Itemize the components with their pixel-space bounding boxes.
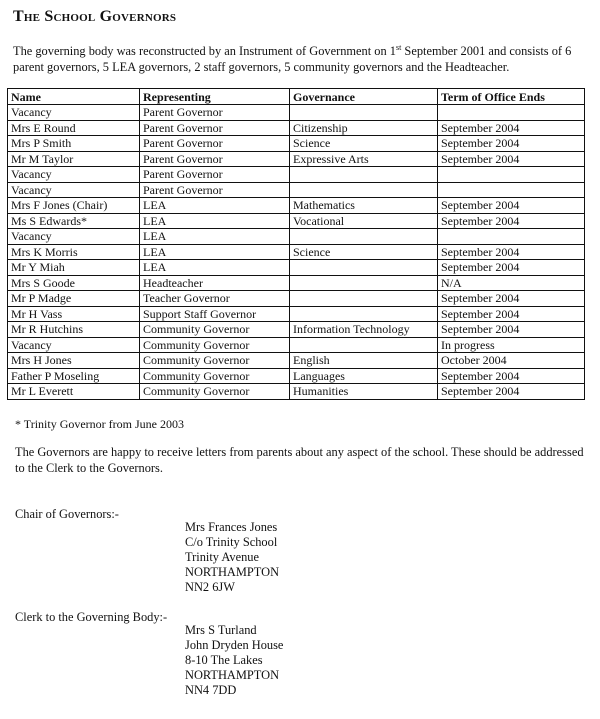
intro-text-end: September 2001 and consists of 6 parent governors, 5 LEA governors, 2 staff governors, 5 community governors and the Headteacher. bbox=[13, 44, 572, 74]
cell-name: Vacancy bbox=[8, 337, 140, 353]
clerk-address-line: NN4 7DD bbox=[185, 683, 237, 697]
cell-governance: Humanities bbox=[290, 384, 438, 400]
table-header-row bbox=[8, 89, 585, 105]
chair-address-line: C/o Trinity School bbox=[185, 535, 278, 549]
cell-governance: Vocational bbox=[290, 213, 438, 229]
cell-name: Mr Y Miah bbox=[8, 260, 140, 276]
table-row bbox=[8, 105, 585, 121]
clerk-address-line: NORTHAMPTON bbox=[185, 668, 280, 682]
cell-term-ends: September 2004 bbox=[438, 291, 585, 307]
cell-name: Vacancy bbox=[8, 105, 140, 121]
cell-name: Mrs F Jones (Chair) bbox=[8, 198, 140, 214]
cell-representing: LEA bbox=[140, 244, 290, 260]
cell-representing: Community Governor bbox=[140, 368, 290, 384]
header-governance: Governance bbox=[290, 89, 438, 105]
cell-governance: Languages bbox=[290, 368, 438, 384]
cell-name: Vacancy bbox=[8, 167, 140, 183]
cell-term-ends: September 2004 bbox=[438, 260, 585, 276]
cell-governance bbox=[290, 337, 438, 353]
clerk-address-line: John Dryden House bbox=[185, 638, 284, 652]
cell-term-ends: September 2004 bbox=[438, 306, 585, 322]
cell-term-ends: September 2004 bbox=[438, 384, 585, 400]
cell-term-ends: September 2004 bbox=[438, 322, 585, 338]
table-row bbox=[8, 322, 585, 338]
cell-name: Mr P Madge bbox=[8, 291, 140, 307]
cell-representing: Parent Governor bbox=[140, 151, 290, 167]
cell-governance: Science bbox=[290, 244, 438, 260]
cell-representing: LEA bbox=[140, 260, 290, 276]
cell-name: Father P Moseling bbox=[8, 368, 140, 384]
cell-governance: Expressive Arts bbox=[290, 151, 438, 167]
cell-representing: Community Governor bbox=[140, 384, 290, 400]
cell-term-ends bbox=[438, 167, 585, 183]
table-row bbox=[8, 291, 585, 307]
cell-name: Mr L Everett bbox=[8, 384, 140, 400]
cell-governance: Mathematics bbox=[290, 198, 438, 214]
header-name: Name bbox=[8, 89, 140, 105]
table-row bbox=[8, 120, 585, 136]
cell-governance bbox=[290, 275, 438, 291]
cell-governance: Information Technology bbox=[290, 322, 438, 338]
cell-name: Ms S Edwards* bbox=[8, 213, 140, 229]
table-row bbox=[8, 275, 585, 291]
cell-term-ends: September 2004 bbox=[438, 198, 585, 214]
page-title: The School Governors bbox=[13, 8, 177, 25]
cell-representing: Community Governor bbox=[140, 353, 290, 369]
cell-governance bbox=[290, 260, 438, 276]
header-representing: Representing bbox=[140, 89, 290, 105]
cell-governance bbox=[290, 229, 438, 245]
cell-term-ends: September 2004 bbox=[438, 244, 585, 260]
clerk-address bbox=[185, 623, 283, 698]
cell-representing: Teacher Governor bbox=[140, 291, 290, 307]
cell-term-ends: September 2004 bbox=[438, 136, 585, 152]
cell-governance bbox=[290, 291, 438, 307]
chair-address-line: Trinity Avenue bbox=[185, 550, 260, 564]
cell-representing: Headteacher bbox=[140, 275, 290, 291]
table-row bbox=[8, 260, 585, 276]
table-row bbox=[8, 306, 585, 322]
cell-term-ends: September 2004 bbox=[438, 151, 585, 167]
cell-governance bbox=[290, 167, 438, 183]
table-row bbox=[8, 337, 585, 353]
clerk-address-line: 8-10 The Lakes bbox=[185, 653, 263, 667]
cell-name: Vacancy bbox=[8, 229, 140, 245]
footnote: * Trinity Governor from June 2003 bbox=[15, 417, 184, 431]
cell-term-ends bbox=[438, 182, 585, 198]
cell-representing: LEA bbox=[140, 213, 290, 229]
cell-governance bbox=[290, 306, 438, 322]
cell-representing: LEA bbox=[140, 229, 290, 245]
cell-governance: Citizenship bbox=[290, 120, 438, 136]
intro-superscript: st bbox=[395, 42, 402, 52]
cell-name: Mr M Taylor bbox=[8, 151, 140, 167]
table-row bbox=[8, 182, 585, 198]
cell-governance bbox=[290, 182, 438, 198]
intro-text-start: The governing body was reconstructed by an Instrument of Government on 1 bbox=[13, 44, 396, 58]
cell-term-ends: September 2004 bbox=[438, 120, 585, 136]
header-term-ends: Term of Office Ends bbox=[438, 89, 585, 105]
table-row bbox=[8, 368, 585, 384]
clerk-address-line: Mrs S Turland bbox=[185, 623, 257, 637]
chair-address-line: Mrs Frances Jones bbox=[185, 520, 278, 534]
letters-paragraph: The Governors are happy to receive letters from parents about any aspect of the school. These should be addressed to the Clerk to the Governors. bbox=[15, 445, 584, 475]
cell-representing: Community Governor bbox=[140, 337, 290, 353]
chair-label: Chair of Governors:- bbox=[15, 507, 119, 521]
cell-representing: Community Governor bbox=[140, 322, 290, 338]
cell-representing: Parent Governor bbox=[140, 105, 290, 121]
cell-name: Mr H Vass bbox=[8, 306, 140, 322]
cell-representing: Parent Governor bbox=[140, 182, 290, 198]
cell-name: Mrs E Round bbox=[8, 120, 140, 136]
chair-address-line: NORTHAMPTON bbox=[185, 565, 280, 579]
chair-address bbox=[185, 520, 279, 595]
cell-representing: Parent Governor bbox=[140, 120, 290, 136]
table-row bbox=[8, 151, 585, 167]
cell-name: Mrs P Smith bbox=[8, 136, 140, 152]
cell-representing: LEA bbox=[140, 198, 290, 214]
cell-term-ends: N/A bbox=[438, 275, 585, 291]
table-body bbox=[8, 105, 585, 400]
cell-name: Mrs H Jones bbox=[8, 353, 140, 369]
cell-name: Mrs K Morris bbox=[8, 244, 140, 260]
cell-term-ends: In progress bbox=[438, 337, 585, 353]
cell-governance: English bbox=[290, 353, 438, 369]
chair-address-line: NN2 6JW bbox=[185, 580, 235, 594]
table-row bbox=[8, 229, 585, 245]
table-row bbox=[8, 353, 585, 369]
cell-representing: Parent Governor bbox=[140, 136, 290, 152]
cell-representing: Support Staff Governor bbox=[140, 306, 290, 322]
table-row bbox=[8, 167, 585, 183]
governors-table bbox=[7, 88, 585, 400]
cell-term-ends bbox=[438, 105, 585, 121]
clerk-label: Clerk to the Governing Body:- bbox=[15, 610, 168, 624]
table-row bbox=[8, 244, 585, 260]
table-row bbox=[8, 384, 585, 400]
cell-name: Vacancy bbox=[8, 182, 140, 198]
cell-name: Mrs S Goode bbox=[8, 275, 140, 291]
cell-term-ends bbox=[438, 229, 585, 245]
cell-term-ends: September 2004 bbox=[438, 213, 585, 229]
table-row bbox=[8, 136, 585, 152]
intro-paragraph bbox=[13, 43, 585, 75]
cell-name: Mr R Hutchins bbox=[8, 322, 140, 338]
cell-representing: Parent Governor bbox=[140, 167, 290, 183]
cell-governance bbox=[290, 105, 438, 121]
cell-governance: Science bbox=[290, 136, 438, 152]
table-row bbox=[8, 213, 585, 229]
cell-term-ends: October 2004 bbox=[438, 353, 585, 369]
cell-term-ends: September 2004 bbox=[438, 368, 585, 384]
table-row bbox=[8, 198, 585, 214]
